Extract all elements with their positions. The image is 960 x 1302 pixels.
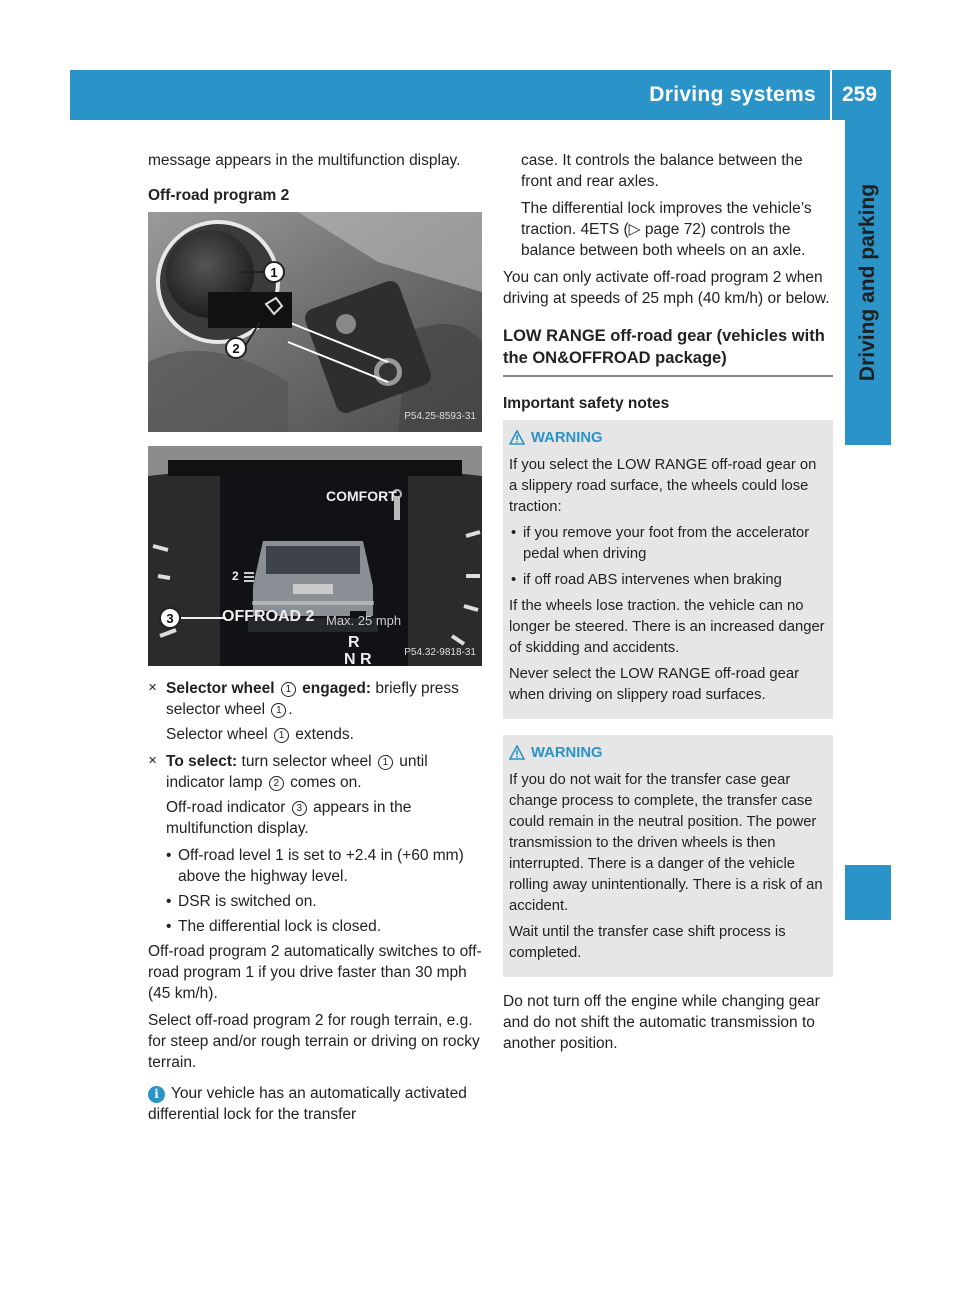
warning-text: If you select the LOW RANGE off-road gear on a slippery road surface, the wheels could lose traction: [509,457,817,515]
paragraph: Do not turn off the engine while changing gear and do not shift the automatic transmission to another position. [503,993,820,1052]
section-heading: Off-road program 2 [148,187,290,204]
callout-ref: 2 [269,776,284,791]
instrument-cluster-photo [148,446,482,666]
warning-text: If you do not wait for the transfer case gear change process to complete, the transfer case could remain in the neutral position. The power transmission to the driven wheels is then interrupted. There is a danger of the vehicle rolling away unintentionally. There is a risk of an accident. [509,772,823,914]
selector-wheel-photo [148,212,482,432]
info-note-continued: The differential lock improves the vehicle’s traction. 4ETS (▷ page 72) controls the balance between both wheels on an axle. [521,200,812,259]
dash-gear: R [348,634,360,651]
page-number: 259 [841,83,878,106]
dash-comfort: COMFORT [326,488,397,504]
warning-bullet: • if you remove your foot from the accelerator pedal when driving [509,523,827,565]
step-1: ✕ Selector wheel 1 engaged: briefly press selector wheel 1 . [148,678,482,720]
console-illustration [148,212,482,432]
warning-icon [509,430,525,445]
chapter-tab-label: Driving and parking [856,183,880,382]
warning-title: WARNING [509,428,827,449]
chapter-marker [845,865,891,920]
paragraph: Off-road program 2 automatically switches to off-road program 1 if you drive faster than 30 mph (45 km/h). [148,943,482,1002]
section-heading: LOW RANGE off-road gear (vehicles with the ON&OFFROAD package) [503,325,833,377]
step-1-result: Selector wheel 1 extends. [166,726,354,743]
page-header [70,70,891,120]
warning-box [503,735,833,977]
step-2: ✕ To select: turn selector wheel 1 until indicator lamp 2 comes on. [148,751,482,793]
header-title: Driving systems [649,83,816,106]
warning-icon [509,745,525,760]
paragraph: You can only activate off-road program 2 when driving at speeds of 25 mph (40 km/h) or below. [503,269,830,307]
callout-ref: 1 [274,728,289,743]
warning-box [503,420,833,719]
warning-text: Wait until the transfer case shift process is completed. [509,924,786,961]
cluster-illustration [148,446,482,666]
bullet-item: • DSR is switched on. [148,891,482,912]
dash-level: 2 [232,569,239,583]
warning-title: WARNING [509,743,827,764]
intro-text: message appears in the multifunction display. [148,152,461,169]
left-column [148,150,482,1131]
dash-offroad: OFFROAD 2 [222,608,315,625]
info-icon: i [148,1086,165,1103]
warning-text: If the wheels lose traction. the vehicle can no longer be steered. There is an increased danger of skidding and accidents. [509,598,825,656]
subheading: Important safety notes [503,395,670,412]
callout-ref: 1 [281,682,296,697]
bullet-item: • The differential lock is closed. [148,916,482,937]
info-note: i Your vehicle has an automatically activated differential lock for the transfer [148,1085,467,1123]
callout-ref: 3 [292,801,307,816]
chapter-tab [845,120,891,445]
paragraph: Select off-road program 2 for rough terrain, e.g. for steep and/or rough terrain or driving on rocky terrain. [148,1012,480,1071]
callout-2: 2 [232,341,240,356]
callout-ref: 1 [271,703,286,718]
figure-code: P54.25-8593-31 [404,411,476,422]
right-column [503,150,833,1060]
callout-3: 3 [166,611,174,626]
info-note-continued: case. It controls the balance between the front and rear axles. [521,152,803,190]
figure-code: P54.32-9818-31 [404,647,476,658]
dash-gear-row: N R [344,651,372,666]
warning-text: Never select the LOW RANGE off-road gear when driving on slippery road surfaces. [509,666,800,703]
bullet-item: • Off-road level 1 is set to +2.4 in (+60 mm) above the highway level. [148,845,482,887]
callout-ref: 1 [378,755,393,770]
callout-1: 1 [270,265,278,280]
step-2-result: Off-road indicator 3 appears in the multifunction display. [166,799,412,837]
dash-max-speed: Max. 25 mph [326,613,402,628]
warning-bullet: • if off road ABS intervenes when braking [509,570,827,591]
